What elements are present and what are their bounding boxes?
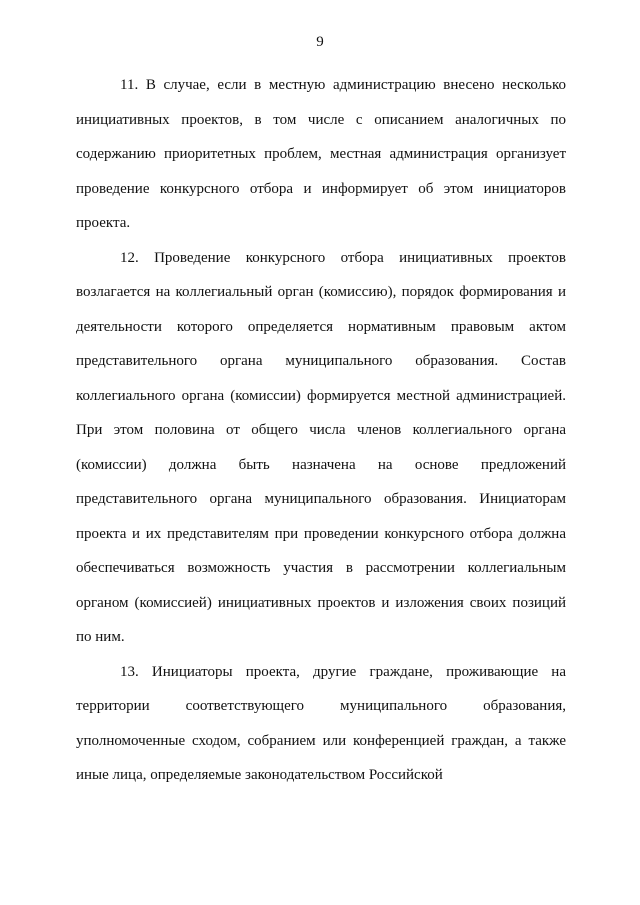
paragraph-12: 12. Проведение конкурсного отбора инициативных проектов возлагается на коллегиальный орган (комиссию), порядок формирования и деятельности которого определяется нормативным правовым актом представительного органа муниципального образования. Состав коллегиального органа (комиссии) формируется местной администрацией. При этом половина от общего числа членов коллегиального органа (комиссии) должна быть назначена на основе предложений представительного органа муниципального образования. Инициаторам проекта и их представителям при проведении конкурсного отбора должна обеспечиваться возможность участия в рассмотрении коллегиальным органом (комиссией) инициативных проектов и изложения своих позиций по ним. xyxy=(76,249,566,645)
document-body xyxy=(76,68,566,793)
page-number: 9 xyxy=(316,34,324,50)
paragraph-11: 11. В случае, если в местную администрацию внесено несколько инициативных проектов, в том числе с описанием аналогичных по содержанию приоритетных проблем, местная администрация организует проведение конкурсного отбора и информирует об этом инициаторов проекта. xyxy=(76,77,566,231)
paragraph-13: 13. Инициаторы проекта, другие граждане, проживающие на территории соответствующего муниципального образования, уполномоченные сходом, собранием или конференцией граждан, а также иные лица, определяемые законодательством Российской xyxy=(76,663,566,783)
